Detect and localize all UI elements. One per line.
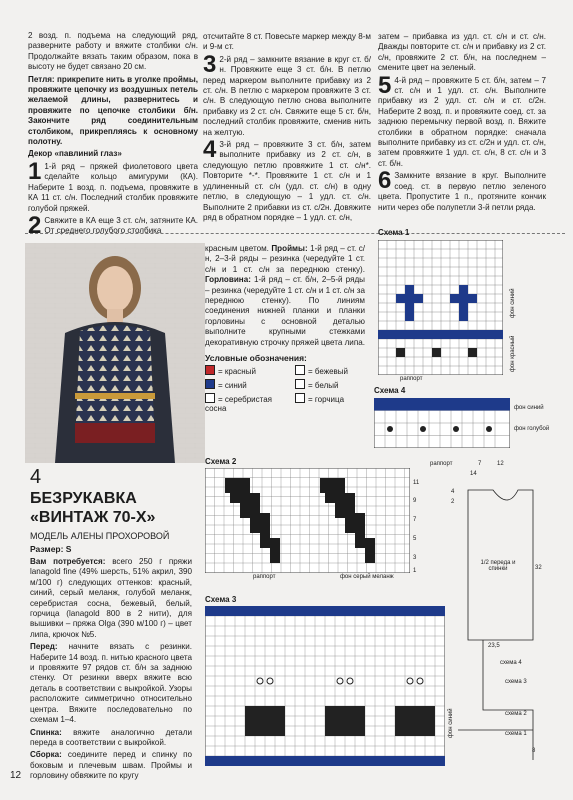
step-4: 4 3-й ряд – провяжите 3 ст. б/н, затем выполните прибавку из 2 ст. с/н, в следующую петлю провяжите 1 ст. с/н*. Повторите *-*. Провяжите 1 ст. с/н и 1 удлиненный ст. с/н (удл. ст. с/н) в одну петлю, в следующую – 1 удл. ст. с/н. Выполните 2 прибавки из ст. с/2н. Довяжите ряд в обратном порядке – 1 удл. ст. с/н,: [203, 136, 371, 222]
chart-2-title: Схема 2: [205, 457, 237, 466]
schematic-scheme-1: схема 1: [505, 731, 527, 737]
text-column-3: [378, 31, 546, 215]
paragraph: 2 возд. п. подъема на следующий ряд, разверните работу и вяжите столбики с/н. Продолжайте вязать таким образом, пока в высоту не будет связано 20 см.: [28, 31, 198, 72]
text-column-2: [203, 31, 371, 225]
chart-2-row-5: 5: [413, 536, 417, 542]
rapport-label: раппорт: [430, 461, 453, 467]
pattern-title-1: БЕЗРУКАВКА: [30, 490, 137, 507]
step-text: отсчитайте 8 ст. Повесьте маркер между 8-м и 9-м ст.: [203, 32, 371, 52]
step-2: 2 Свяжите в КА еще 3 ст. с/н, затяните КА. От среднего голубого столбика: [28, 211, 198, 239]
schematic-scheme-2: схема 2: [505, 711, 527, 717]
schematic-dim-32: 32: [535, 565, 542, 571]
pattern-instructions: [30, 557, 192, 784]
chart-2-row-11: 11: [413, 480, 420, 486]
schematic-dim-4: 4: [451, 489, 455, 495]
paragraph-assembly: Сборка: соедините перед и спинку по боковым и плечевым швам. Проймы и горловину обвяжите по кругу: [30, 750, 192, 781]
chart-4-grid: [374, 398, 510, 448]
page-number: 12: [10, 770, 22, 781]
schematic-dim-2: 2: [451, 499, 455, 505]
step-text: затем – прибавка из удл. ст. с/н и ст. с/н. Дважды повторите ст. с/н и прибавку из 2 ст. с/н, провяжите 2 ст. б/н, на последнем – смените цвет на зеленый.: [378, 32, 546, 73]
schematic-scheme-3: схема 3: [505, 679, 527, 685]
silver-pine-swatch-icon: [205, 393, 215, 403]
chart-2-grid: [205, 468, 410, 573]
pattern-size: Размер: S: [30, 544, 72, 554]
legend-item: = белый: [295, 379, 338, 390]
model-photo: [25, 243, 205, 463]
step-1: 1 1-й ряд – пряжей фиолетового цвета сделайте кольцо амигуруми (КА). Наберите 1 возд. п. подъема, провяжите в КА 11 ст. с/н. Последний столбик провяжите голубой пряжей.: [28, 157, 198, 213]
legend-item: = серебристая сосна: [205, 395, 273, 413]
mustard-swatch-icon: [295, 393, 305, 403]
paragraph-back: Спинка: вяжите аналогично детали переда в соответствии с выкройкой.: [30, 727, 192, 747]
chart-4-title: Схема 4: [374, 386, 406, 395]
legend-item: = бежевый: [295, 365, 348, 376]
schematic-dim-8: 8: [532, 748, 536, 754]
chart-1-title: Схема 1: [378, 228, 410, 237]
chart-2-bg-label: фон серый меланж: [340, 574, 394, 580]
chart-1-bg-red: фон красный: [510, 335, 516, 372]
chart-4-bg-lightblue: фон голубой: [514, 426, 550, 432]
text-column-1: [28, 31, 198, 239]
schematic-dim-23-5: 23,5: [488, 643, 500, 649]
blue-swatch-icon: [205, 379, 215, 389]
pattern-author: МОДЕЛЬ АЛЕНЫ ПРОХОРОВОЙ: [30, 531, 170, 541]
decor-title: Декор «павлиний глаз»: [28, 149, 122, 159]
middle-text: красным цветом. Проймы: 1-й ряд – ст. с/н, 2–3-й ряды – резинка (чередуйте 1 ст. с/н и 1 ст. с/н за переднюю стенку). Горловина: 1-й ряд – ст. б/н, 2–5-й ряды – резинка (чередуйте 1 ст. с/н и 1 ст. с/н за переднюю стенку). По линиям соединения нижней планки и планки горловины с основной деталью выполните крупными стежками декоративную строчку пряжей цвета липа.: [205, 244, 366, 347]
schematic-dim-7: 7: [478, 461, 482, 467]
legend-item: = горчица: [295, 393, 344, 404]
chart-2-row-9: 9: [413, 498, 417, 504]
rapport-label: раппорт: [253, 574, 276, 580]
step-6: 6 Замкните вязание в круг. Выполните соед. ст. в первую петлю зеленого цвета. Пропустите 1 п., протяните кончик нити через обе полупетли 3-й петли ряда.: [378, 167, 546, 212]
schematic-dim-12: 12: [497, 461, 504, 467]
section-divider: [25, 233, 565, 234]
rapport-label: раппорт: [400, 376, 423, 382]
pattern-title-2: «ВИНТАЖ 70-Х»: [30, 509, 156, 526]
legend-item: = красный: [205, 365, 256, 376]
schematic-label: 1/2 переда и спинки: [480, 560, 516, 572]
pattern-number: 4: [30, 466, 42, 488]
step-5: 5 4-й ряд – провяжите 5 ст. б/н, затем – 7 ст. с/н и 1 удл. ст. с/н. Выполните прибавку из 2 удл. ст. с/н и ст. с/2н. Наберите 2 возд. п. и провяжите соед. ст. за заднюю перемычку первой возд. п. Вяжите столбики в обратном порядке: сначала выполните прибавку из ст. с/2н и удл. ст. с/н, затем провяжите 1 удл. ст. с/н, 8 ст. с/н и 3 ст. б/н.: [378, 71, 546, 168]
paragraph-materials: Вам потребуется: всего 250 г пряжи lanagold fine (49% шерсть, 51% акрил, 390 м/100 г) следующих оттенков: красный, синий, серый меланж, голубой меланж, серебристая сосна, бежевый, белый, горчица (lanagold 800 в 2 нити), для вышивки – пряжа Olga (390 м/100 г) – цвет липа, крючок №5.: [30, 557, 192, 639]
chart-2-row-7: 7: [413, 517, 417, 523]
legend-title: Условные обозначения:: [205, 353, 307, 363]
white-swatch-icon: [295, 379, 305, 389]
garment-schematic: [448, 470, 548, 760]
schematic-dim-14: 14: [470, 471, 477, 477]
chart-2-row-1: 1: [413, 568, 417, 574]
chart-1-grid: [378, 240, 503, 375]
schematic-scheme-4: схема 4: [500, 660, 522, 666]
paragraph: Петля: прикрепите нить в уголке проймы, провяжите цепочку из воздушных петель желаемой длины, развернитесь и провяжите по цепочке столбики б/н. Закончите ряд соединительным столбиком, прикрепляясь к основному полотну.: [28, 74, 198, 147]
chart-3-title: Схема 3: [205, 595, 237, 604]
chart-1-bg-blue: фон синий: [510, 288, 516, 318]
legend-item: = синий: [205, 379, 247, 390]
chart-2-row-3: 3: [413, 555, 417, 561]
chart-3-grid: [205, 606, 445, 766]
model-illustration: [25, 243, 205, 463]
paragraph-front: Перед: начните вязать с резинки. Наберите 14 возд. п. нитью красного цвета и провяжите 97 рядов ст. б/н за заднюю стенку. От резинки вверх вяжите всю деталь в соответствии с выкройкой. Узоры расположите симметрично относительно центра. Вяжите последовательно по схемам 1–4.: [30, 642, 192, 725]
beige-swatch-icon: [295, 365, 305, 375]
chart-3-bg-blue: фон синий: [448, 708, 454, 738]
step-3: 3 2-й ряд – замкните вязание в круг ст. б/н. Провяжите еще 3 ст. б/н. В петлю перед маркером выполните прибавку из 2 ст. с/н. В петлю с маркером провяжите 3 ст. с/н. В следующую петлю снова выполните прибавку из 2 ст. с/н. Свяжите еще 5 ст. б/н, последний столбик провяжите, сменив нить на желтую.: [203, 50, 371, 137]
chart-4-bg-blue: фон синий: [514, 405, 544, 411]
red-swatch-icon: [205, 365, 215, 375]
